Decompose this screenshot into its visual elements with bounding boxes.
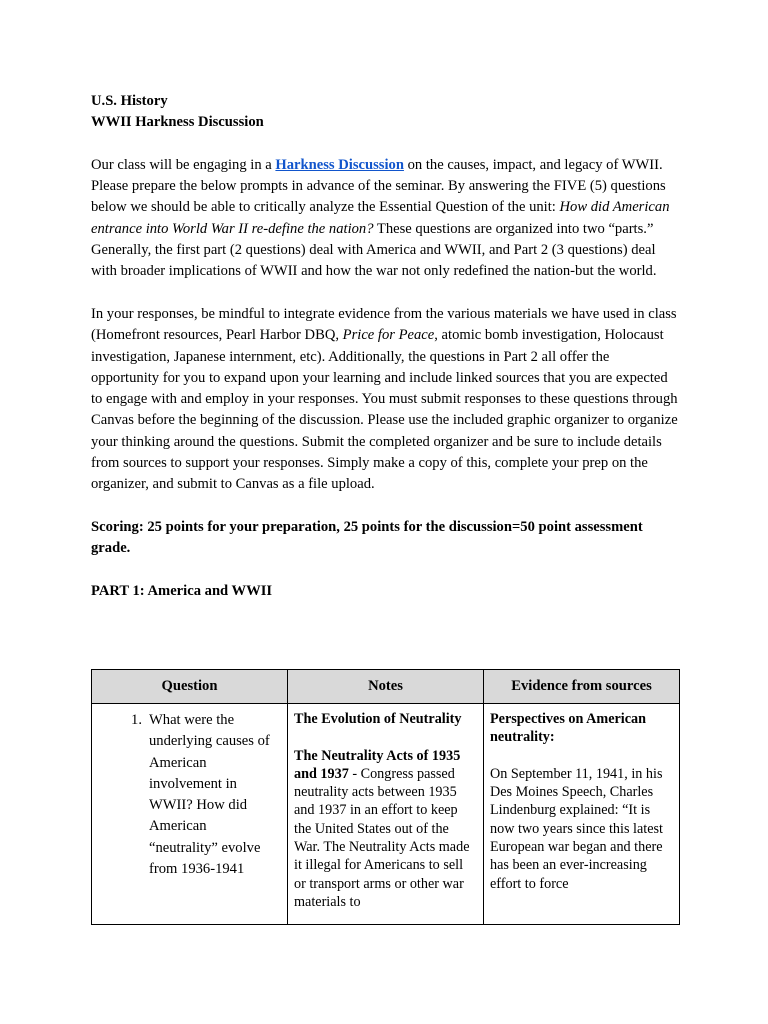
table-row <box>92 704 680 925</box>
spacer <box>91 134 681 155</box>
spacer <box>91 496 681 517</box>
instructions-paragraph <box>91 304 681 496</box>
part1-heading: PART 1: America and WWII <box>91 582 273 599</box>
spacer <box>294 728 477 746</box>
intro-text-start: Our class will be engaging in a <box>91 156 276 173</box>
document-title: WWII Harkness Discussion <box>91 114 264 131</box>
question-cell-content <box>98 710 281 918</box>
instructions-text-end: , atomic bomb investigation, Holocaust investigation, Japanese internment, etc). Additionally, the questions in Part 2 all offer the opportunity for you to expand upon your learning and include linked sources that you are expected to engage with and employ in your responses. You must submit responses to these questions through Canvas before the beginning of the discussion. Please use the included graphic organizer to organize your thinking around the questions. Submit the completed organizer and be sure to include details from sources to support your responses. Simply make a copy of this, complete your prep on the organizer, and submit to Canvas as a file upload. <box>91 327 678 493</box>
evidence-cell[interactable] <box>484 704 680 925</box>
table-header-row <box>92 670 680 704</box>
evidence-cell-content <box>490 710 673 918</box>
intro-paragraph <box>91 155 681 283</box>
spacer <box>91 560 681 581</box>
document-page <box>91 91 681 602</box>
notes-subheading: The Neutrality Acts of 1935 and 1937 <box>294 747 461 782</box>
course-name: U.S. History <box>91 93 168 109</box>
notes-cell-content <box>294 710 477 918</box>
graphic-organizer-table <box>91 669 680 925</box>
question-number: 1. <box>131 712 142 728</box>
notes-cell[interactable] <box>288 704 484 925</box>
column-header-question: Question <box>92 670 288 704</box>
spacer <box>490 747 673 765</box>
evidence-heading: Perspectives on American neutrality: <box>490 711 647 746</box>
question-cell <box>92 704 288 925</box>
essential-question: How did American entrance into World War II re-define the nation? <box>91 199 670 237</box>
price-for-peace-title: Price for Peace <box>342 327 435 344</box>
question-text: What were the underlying causes of American involvement in WWII? How did American “neutrality” evolve from 1936-1941 <box>149 712 270 878</box>
instructions-text-start: In your responses, be mindful to integrate evidence from the various materials we have used in class (Homefront resources, Pearl Harbor DBQ, <box>91 305 677 344</box>
scoring-statement: Scoring: 25 points for your preparation, 25 points for the discussion=50 point assessment grade. <box>91 518 643 557</box>
intro-text-end: These questions are organized into two “parts.” Generally, the first part (2 questions) deal with America and WWII, and Part 2 (3 questions) deal with broader implications of WWII and how the war not only redefined the nation-but the world. <box>91 220 657 280</box>
notes-body <box>294 747 477 912</box>
notes-text: - Congress passed neutrality acts between 1935 and 1937 in an effort to keep the United States out of the War. The Neutrality Acts made it illegal for Americans to sell or transport arms or other war materials to <box>294 765 470 910</box>
harkness-discussion-link[interactable]: Harkness Discussion <box>275 156 404 173</box>
spacer <box>91 283 681 304</box>
question-item <box>98 710 281 880</box>
intro-text-middle: on the causes, impact, and legacy of WWII. Please prepare the below prompts in advance of the seminar. By answering the FIVE (5) questions below we should be able to critically analyze the Essential Question of the unit: <box>91 156 666 216</box>
evidence-text: On September 11, 1941, in his Des Moines Speech, Charles Lindenburg explained: “It is now two years since this latest European war began and there has been an ever-increasing effort to force <box>490 765 663 892</box>
column-header-notes: Notes <box>288 670 484 704</box>
notes-heading: The Evolution of Neutrality <box>294 711 462 727</box>
column-header-evidence: Evidence from sources <box>484 670 680 704</box>
